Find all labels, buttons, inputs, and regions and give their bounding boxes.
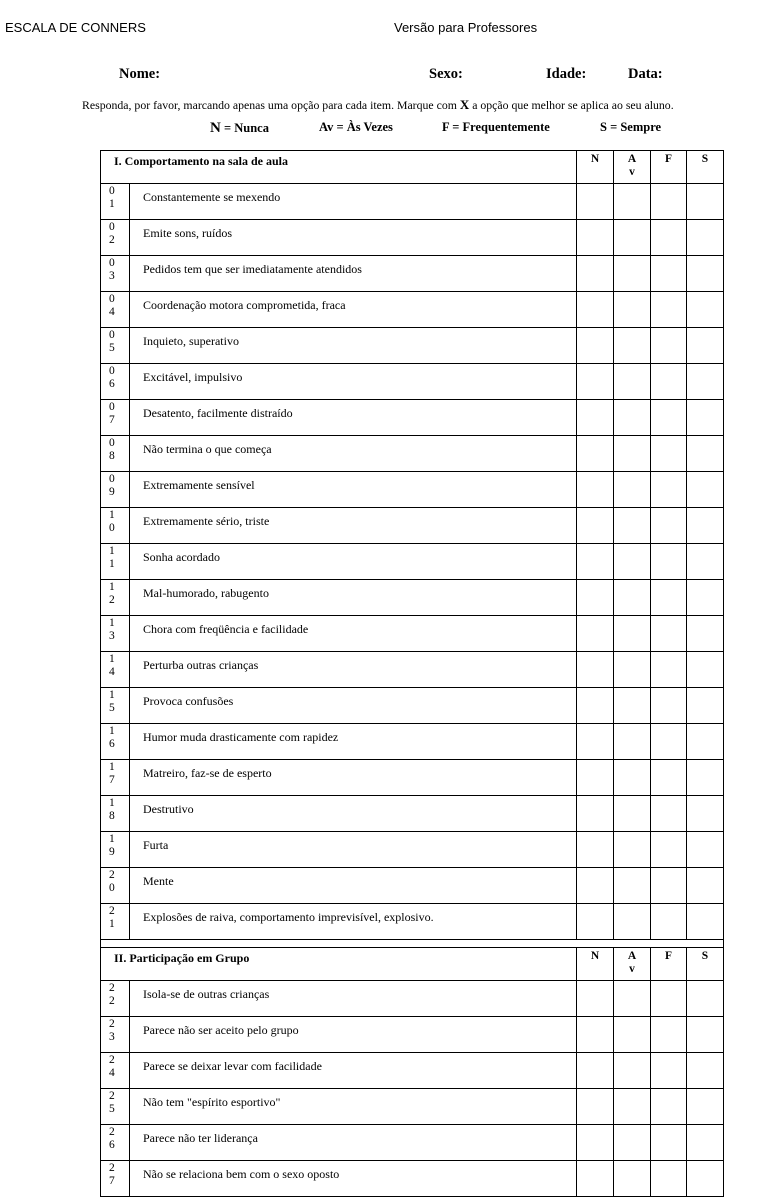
- item-number-digit1: 0: [109, 221, 115, 233]
- answer-cell-always[interactable]: [687, 544, 724, 580]
- item-number: [101, 328, 130, 364]
- answer-cell-sometimes[interactable]: [614, 1053, 651, 1089]
- item-number-digit2: 8: [109, 450, 115, 462]
- item-text: Desatento, facilmente distraído: [130, 400, 577, 436]
- answer-cell-never[interactable]: [577, 472, 614, 508]
- item-number-digit2: 6: [109, 738, 115, 750]
- item-number-digit2: 6: [109, 1139, 115, 1151]
- section-title: II. Participação em Grupo: [101, 948, 577, 981]
- item-row: [101, 580, 724, 616]
- item-text: Mente: [130, 868, 577, 904]
- answer-cell-sometimes[interactable]: [614, 328, 651, 364]
- name-field-label: Nome:: [119, 66, 161, 82]
- answer-cell-never[interactable]: [577, 724, 614, 760]
- answer-cell-never[interactable]: [577, 904, 614, 940]
- answer-cell-frequently[interactable]: [651, 1161, 687, 1197]
- item-text: Provoca confusões: [130, 688, 577, 724]
- answer-cell-frequently[interactable]: [651, 796, 687, 832]
- answer-cell-sometimes[interactable]: [614, 472, 651, 508]
- item-number-digit1: 2: [109, 1018, 115, 1030]
- answer-cell-always[interactable]: [687, 400, 724, 436]
- answer-cell-never[interactable]: [577, 508, 614, 544]
- item-number-digit1: 2: [109, 1162, 115, 1174]
- answer-cell-always[interactable]: [687, 796, 724, 832]
- item-row: [101, 616, 724, 652]
- answer-cell-never[interactable]: [577, 184, 614, 220]
- column-sometimes-line2: v: [629, 166, 635, 178]
- item-number-digit2: 4: [109, 666, 115, 678]
- answer-cell-always[interactable]: [687, 688, 724, 724]
- column-never-header: N: [577, 948, 614, 981]
- item-row: [101, 220, 724, 256]
- item-number: [101, 760, 130, 796]
- item-number-digit2: 2: [109, 995, 115, 1007]
- item-row: [101, 760, 724, 796]
- answer-cell-always[interactable]: [687, 724, 724, 760]
- answer-cell-never[interactable]: [577, 652, 614, 688]
- item-number-digit2: 5: [109, 1103, 115, 1115]
- item-number-digit2: 5: [109, 342, 115, 354]
- item-text: Coordenação motora comprometida, fraca: [130, 292, 577, 328]
- answer-cell-frequently[interactable]: [651, 292, 687, 328]
- answer-cell-sometimes[interactable]: [614, 544, 651, 580]
- legend-never-label: = Nunca: [220, 121, 269, 135]
- item-number-digit2: 5: [109, 702, 115, 714]
- column-never-header: N: [577, 151, 614, 184]
- item-text: Parece se deixar levar com facilidade: [130, 1053, 577, 1089]
- item-number: [101, 832, 130, 868]
- item-number-digit1: 0: [109, 293, 115, 305]
- item-number-digit1: 1: [109, 689, 115, 701]
- column-frequently-header: F: [651, 948, 687, 981]
- item-number: [101, 981, 130, 1017]
- item-row: [101, 1053, 724, 1089]
- answer-cell-always[interactable]: [687, 292, 724, 328]
- answer-cell-never[interactable]: [577, 981, 614, 1017]
- answer-cell-frequently[interactable]: [651, 868, 687, 904]
- item-number: [101, 184, 130, 220]
- answer-cell-sometimes[interactable]: [614, 220, 651, 256]
- item-number-digit1: 1: [109, 653, 115, 665]
- item-number-digit1: 1: [109, 833, 115, 845]
- answer-cell-never[interactable]: [577, 796, 614, 832]
- item-text: Sonha acordado: [130, 544, 577, 580]
- section-separator-cell: [101, 940, 724, 948]
- item-number-digit1: 0: [109, 437, 115, 449]
- answer-cell-always[interactable]: [687, 220, 724, 256]
- answer-cell-always[interactable]: [687, 184, 724, 220]
- answer-cell-frequently[interactable]: [651, 832, 687, 868]
- item-number: [101, 220, 130, 256]
- item-number-digit1: 0: [109, 473, 115, 485]
- rating-table: [100, 150, 724, 1197]
- date-field-label: Data:: [628, 66, 663, 82]
- answer-cell-never[interactable]: [577, 868, 614, 904]
- item-row: [101, 652, 724, 688]
- item-number: [101, 616, 130, 652]
- item-number-digit1: 2: [109, 1090, 115, 1102]
- answer-cell-sometimes[interactable]: [614, 1017, 651, 1053]
- item-number-digit2: 9: [109, 846, 115, 858]
- item-number: [101, 652, 130, 688]
- item-text: Perturba outras crianças: [130, 652, 577, 688]
- item-number-digit1: 0: [109, 257, 115, 269]
- answer-cell-always[interactable]: [687, 904, 724, 940]
- item-text: Chora com freqüência e facilidade: [130, 616, 577, 652]
- answer-cell-sometimes[interactable]: [614, 400, 651, 436]
- item-number-digit1: 1: [109, 797, 115, 809]
- item-row: [101, 1017, 724, 1053]
- answer-cell-frequently[interactable]: [651, 328, 687, 364]
- item-number-digit2: 1: [109, 198, 115, 210]
- column-sometimes-line2: v: [629, 963, 635, 975]
- answer-cell-never[interactable]: [577, 1125, 614, 1161]
- item-text: Não tem "espírito esportivo": [130, 1089, 577, 1125]
- column-sometimes-line1: A: [627, 950, 637, 962]
- answer-cell-never[interactable]: [577, 760, 614, 796]
- answer-cell-frequently[interactable]: [651, 652, 687, 688]
- item-text: Não se relaciona bem com o sexo oposto: [130, 1161, 577, 1197]
- answer-cell-sometimes[interactable]: [614, 508, 651, 544]
- answer-cell-frequently[interactable]: [651, 981, 687, 1017]
- instructions-mark: X: [459, 97, 470, 112]
- answer-cell-sometimes[interactable]: [614, 1161, 651, 1197]
- age-field-label: Idade:: [546, 66, 587, 82]
- answer-cell-frequently[interactable]: [651, 1053, 687, 1089]
- item-number: [101, 508, 130, 544]
- answer-cell-always[interactable]: [687, 1089, 724, 1125]
- answer-cell-sometimes[interactable]: [614, 436, 651, 472]
- item-number: [101, 400, 130, 436]
- item-row: [101, 724, 724, 760]
- item-number: [101, 1089, 130, 1125]
- item-number-digit1: 1: [109, 509, 115, 521]
- answer-cell-never[interactable]: [577, 220, 614, 256]
- answer-cell-always[interactable]: [687, 508, 724, 544]
- item-number-digit2: 0: [109, 882, 115, 894]
- item-number: [101, 904, 130, 940]
- column-always-header: S: [687, 948, 724, 981]
- answer-cell-frequently[interactable]: [651, 1089, 687, 1125]
- instructions-text-before: Responda, por favor, marcando apenas uma opção para cada item. Marque com: [82, 98, 460, 112]
- answer-cell-always[interactable]: [687, 981, 724, 1017]
- answer-cell-frequently[interactable]: [651, 508, 687, 544]
- answer-cell-always[interactable]: [687, 328, 724, 364]
- section-title: I. Comportamento na sala de aula: [101, 151, 577, 184]
- document-version: Versão para Professores: [394, 20, 538, 35]
- item-text: Não termina o que começa: [130, 436, 577, 472]
- instructions: [82, 97, 674, 113]
- item-number-digit2: 7: [109, 774, 115, 786]
- item-number: [101, 1017, 130, 1053]
- instructions-text-after: a opção que melhor se aplica ao seu aluno.: [469, 98, 674, 112]
- item-number-digit2: 6: [109, 378, 115, 390]
- item-number-digit2: 7: [109, 414, 115, 426]
- answer-cell-always[interactable]: [687, 1161, 724, 1197]
- answer-cell-frequently[interactable]: [651, 688, 687, 724]
- item-text: Isola-se de outras crianças: [130, 981, 577, 1017]
- item-number-digit1: 2: [109, 1126, 115, 1138]
- item-text: Furta: [130, 832, 577, 868]
- answer-cell-sometimes[interactable]: [614, 1089, 651, 1125]
- item-row: [101, 544, 724, 580]
- item-text: Matreiro, faz-se de esperto: [130, 760, 577, 796]
- column-always-header: S: [687, 151, 724, 184]
- item-row: [101, 400, 724, 436]
- column-sometimes-header: [614, 948, 651, 981]
- answer-cell-sometimes[interactable]: [614, 904, 651, 940]
- answer-cell-never[interactable]: [577, 292, 614, 328]
- answer-cell-never[interactable]: [577, 1089, 614, 1125]
- answer-cell-frequently[interactable]: [651, 904, 687, 940]
- answer-cell-never[interactable]: [577, 328, 614, 364]
- item-number-digit2: 9: [109, 486, 115, 498]
- answer-cell-frequently[interactable]: [651, 400, 687, 436]
- item-row: [101, 832, 724, 868]
- answer-cell-frequently[interactable]: [651, 580, 687, 616]
- item-number: [101, 436, 130, 472]
- item-text: Inquieto, superativo: [130, 328, 577, 364]
- item-row: [101, 981, 724, 1017]
- item-text: Emite sons, ruídos: [130, 220, 577, 256]
- answer-cell-never[interactable]: [577, 832, 614, 868]
- answer-cell-frequently[interactable]: [651, 436, 687, 472]
- answer-cell-never[interactable]: [577, 364, 614, 400]
- item-row: [101, 1125, 724, 1161]
- answer-cell-never[interactable]: [577, 256, 614, 292]
- answer-cell-sometimes[interactable]: [614, 724, 651, 760]
- item-number-digit1: 0: [109, 401, 115, 413]
- item-number-digit1: 0: [109, 329, 115, 341]
- item-number: [101, 544, 130, 580]
- item-number-digit2: 0: [109, 522, 115, 534]
- item-number: [101, 292, 130, 328]
- item-number: [101, 868, 130, 904]
- item-number-digit1: 1: [109, 725, 115, 737]
- item-row: [101, 868, 724, 904]
- answer-cell-sometimes[interactable]: [614, 981, 651, 1017]
- item-text: Constantemente se mexendo: [130, 184, 577, 220]
- item-number-digit2: 3: [109, 1031, 115, 1043]
- answer-cell-always[interactable]: [687, 616, 724, 652]
- item-number-digit2: 3: [109, 270, 115, 282]
- item-number: [101, 724, 130, 760]
- item-text: Extremamente sensível: [130, 472, 577, 508]
- answer-cell-sometimes[interactable]: [614, 688, 651, 724]
- answer-cell-frequently[interactable]: [651, 544, 687, 580]
- item-row: [101, 508, 724, 544]
- answer-cell-always[interactable]: [687, 832, 724, 868]
- legend-never: [210, 120, 269, 137]
- answer-cell-sometimes[interactable]: [614, 256, 651, 292]
- item-text: Pedidos tem que ser imediatamente atendidos: [130, 256, 577, 292]
- section-separator: [101, 940, 724, 948]
- item-row: [101, 1089, 724, 1125]
- answer-cell-never[interactable]: [577, 1161, 614, 1197]
- item-number: [101, 580, 130, 616]
- answer-cell-sometimes[interactable]: [614, 868, 651, 904]
- legend-always: S = Sempre: [600, 120, 662, 134]
- item-number-digit2: 4: [109, 306, 115, 318]
- answer-cell-never[interactable]: [577, 1017, 614, 1053]
- item-row: [101, 364, 724, 400]
- answer-cell-never[interactable]: [577, 688, 614, 724]
- answer-cell-always[interactable]: [687, 1053, 724, 1089]
- item-number-digit1: 0: [109, 365, 115, 377]
- item-number: [101, 1125, 130, 1161]
- answer-cell-never[interactable]: [577, 400, 614, 436]
- item-number-digit2: 2: [109, 594, 115, 606]
- item-row: [101, 688, 724, 724]
- answer-cell-sometimes[interactable]: [614, 616, 651, 652]
- item-row: [101, 1161, 724, 1197]
- column-sometimes-line1: A: [627, 153, 637, 165]
- item-number-digit1: 2: [109, 1054, 115, 1066]
- item-row: [101, 472, 724, 508]
- legend-frequently: F = Frequentemente: [442, 120, 550, 134]
- item-number: [101, 688, 130, 724]
- item-text: Extremamente sério, triste: [130, 508, 577, 544]
- answer-cell-frequently[interactable]: [651, 616, 687, 652]
- answer-cell-frequently[interactable]: [651, 1125, 687, 1161]
- answer-cell-sometimes[interactable]: [614, 796, 651, 832]
- item-number-digit1: 1: [109, 761, 115, 773]
- item-row: [101, 904, 724, 940]
- answer-cell-frequently[interactable]: [651, 472, 687, 508]
- item-text: Mal-humorado, rabugento: [130, 580, 577, 616]
- answer-cell-never[interactable]: [577, 616, 614, 652]
- item-number: [101, 796, 130, 832]
- answer-cell-sometimes[interactable]: [614, 832, 651, 868]
- item-number-digit2: 1: [109, 918, 115, 930]
- item-number-digit1: 1: [109, 545, 115, 557]
- answer-cell-always[interactable]: [687, 1017, 724, 1053]
- item-number-digit1: 1: [109, 581, 115, 593]
- answer-cell-always[interactable]: [687, 580, 724, 616]
- item-row: [101, 436, 724, 472]
- answer-cell-always[interactable]: [687, 364, 724, 400]
- legend-never-code: N: [210, 120, 221, 136]
- item-number-digit2: 8: [109, 810, 115, 822]
- answer-cell-sometimes[interactable]: [614, 364, 651, 400]
- item-text: Humor muda drasticamente com rapidez: [130, 724, 577, 760]
- answer-cell-sometimes[interactable]: [614, 292, 651, 328]
- column-sometimes-header: [614, 151, 651, 184]
- answer-cell-frequently[interactable]: [651, 1017, 687, 1053]
- section-header-row: [101, 948, 724, 981]
- item-row: [101, 796, 724, 832]
- item-number-digit1: 2: [109, 869, 115, 881]
- answer-cell-sometimes[interactable]: [614, 580, 651, 616]
- section-header-row: [101, 151, 724, 184]
- answer-cell-always[interactable]: [687, 436, 724, 472]
- answer-cell-sometimes[interactable]: [614, 184, 651, 220]
- item-text: Parece não ter liderança: [130, 1125, 577, 1161]
- item-number-digit1: 0: [109, 185, 115, 197]
- item-number-digit2: 1: [109, 558, 115, 570]
- column-frequently-header: F: [651, 151, 687, 184]
- item-row: [101, 292, 724, 328]
- item-row: [101, 184, 724, 220]
- answer-cell-frequently[interactable]: [651, 364, 687, 400]
- document-title: ESCALA DE CONNERS: [5, 20, 146, 35]
- item-number-digit2: 2: [109, 234, 115, 246]
- answer-cell-always[interactable]: [687, 868, 724, 904]
- item-number: [101, 472, 130, 508]
- answer-cell-always[interactable]: [687, 760, 724, 796]
- answer-cell-always[interactable]: [687, 652, 724, 688]
- item-number: [101, 256, 130, 292]
- answer-cell-never[interactable]: [577, 580, 614, 616]
- answer-cell-sometimes[interactable]: [614, 652, 651, 688]
- answer-cell-sometimes[interactable]: [614, 760, 651, 796]
- item-number-digit2: 3: [109, 630, 115, 642]
- item-number-digit2: 7: [109, 1175, 115, 1187]
- answer-cell-never[interactable]: [577, 1053, 614, 1089]
- item-row: [101, 256, 724, 292]
- item-number: [101, 1053, 130, 1089]
- item-number-digit2: 4: [109, 1067, 115, 1079]
- item-number-digit1: 2: [109, 905, 115, 917]
- answer-cell-sometimes[interactable]: [614, 1125, 651, 1161]
- item-number: [101, 364, 130, 400]
- legend-sometimes: Av = Às Vezes: [319, 120, 393, 134]
- answer-cell-frequently[interactable]: [651, 184, 687, 220]
- answer-cell-never[interactable]: [577, 544, 614, 580]
- answer-cell-frequently[interactable]: [651, 760, 687, 796]
- answer-cell-never[interactable]: [577, 436, 614, 472]
- answer-cell-frequently[interactable]: [651, 724, 687, 760]
- sex-field-label: Sexo:: [429, 66, 463, 82]
- item-row: [101, 328, 724, 364]
- item-text: Destrutivo: [130, 796, 577, 832]
- item-number-digit1: 1: [109, 617, 115, 629]
- answer-cell-always[interactable]: [687, 1125, 724, 1161]
- answer-cell-always[interactable]: [687, 472, 724, 508]
- item-text: Parece não ser aceito pelo grupo: [130, 1017, 577, 1053]
- item-text: Excitável, impulsivo: [130, 364, 577, 400]
- answer-cell-frequently[interactable]: [651, 220, 687, 256]
- answer-cell-frequently[interactable]: [651, 256, 687, 292]
- item-number: [101, 1161, 130, 1197]
- answer-cell-always[interactable]: [687, 256, 724, 292]
- item-text: Explosões de raiva, comportamento imprevisível, explosivo.: [130, 904, 577, 940]
- item-number-digit1: 2: [109, 982, 115, 994]
